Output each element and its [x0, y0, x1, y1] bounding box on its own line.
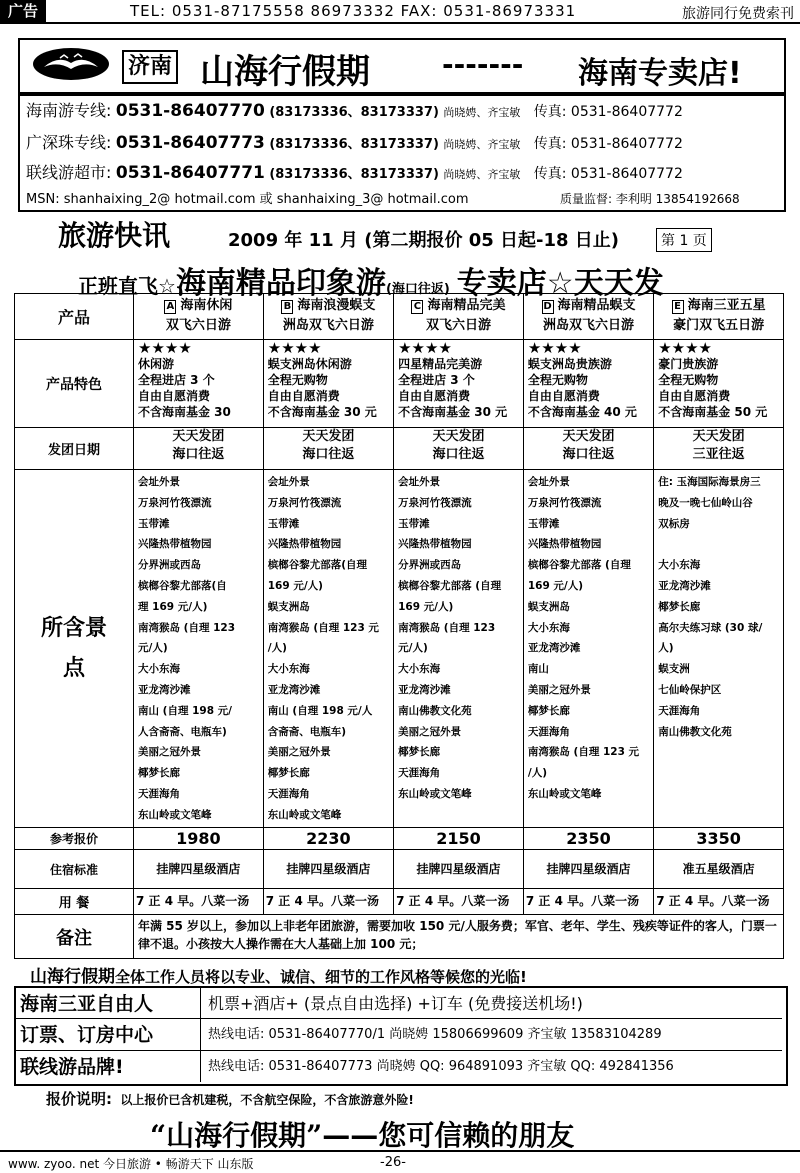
bottom-left-label: 联线游品牌! [20, 1056, 124, 1078]
departure-cell: 天天发团 海口往返 [134, 428, 264, 470]
meal-cell: 7 正 4 早。八菜一汤 [263, 889, 393, 915]
product-cell: A 海南休闲 双飞六日游 [134, 294, 264, 340]
departure-label: 发团日期 [15, 428, 134, 470]
price-cell: 3350 [654, 828, 784, 850]
features-cell: ★★★★ 四星精品完美游 全程进店 3 个 自由自愿消费 不含海南基金 30 元 [394, 340, 524, 428]
product-cell: C 海南精品完美 双飞六日游 [394, 294, 524, 340]
departure-cell: 天天发团 海口往返 [523, 428, 653, 470]
price-cell: 2350 [523, 828, 653, 850]
hotel-cell: 准五星级酒店 [654, 850, 784, 889]
meal-label: 用 餐 [15, 889, 134, 915]
page-number: -26- [380, 1155, 406, 1170]
price-cell: 2150 [394, 828, 524, 850]
product-row [15, 294, 784, 340]
contact-row: 广深珠专线: 0531-86407773 (83173336、83173337) 尚晓娉、齐宝敏 传真: 0531-86407772 [26, 133, 683, 153]
hotel-cell: 挂牌四星级酒店 [134, 850, 264, 889]
departure-row [15, 428, 784, 470]
remarks-label: 备注 [15, 915, 134, 959]
departure-cell: 天天发团 海口往返 [394, 428, 524, 470]
footer-site: www. zyoo. net 今日旅游 • 畅游天下 山东版 [8, 1157, 254, 1171]
product-cell: E 海南三亚五星 豪门双飞五日游 [654, 294, 784, 340]
spots-cell: 会址外景 万泉河竹筏漂流 玉带滩 兴隆热带植物园 槟榔谷黎尤部落 (自理 169 元/人) 蜈支洲岛 大小东海 亚龙湾沙滩 南山 美丽之冠外景 椰梦长廊 天涯海角 南湾猴岛 (自理 123 元 /人) 东山岭或文笔峰 [523, 470, 653, 828]
hotel-cell: 挂牌四星级酒店 [263, 850, 393, 889]
shop-title: 海南专卖店! [578, 56, 742, 91]
bottom-right-text: 机票+酒店+ (景点自由选择) +订车 (免费接送机场!) [208, 994, 583, 1013]
bottom-left-label: 海南三亚自由人 [20, 993, 154, 1015]
hotel-cell: 挂牌四星级酒店 [523, 850, 653, 889]
quality-supervisor: 质量监督: 李利明 13854192668 [560, 192, 740, 206]
bottom-left-label: 订票、订房中心 [20, 1024, 154, 1046]
friend-slogan: “山海行假期”——您可信赖的朋友 [150, 1119, 575, 1152]
tour-table [14, 293, 784, 959]
tour-headline: 正班直飞☆海南精品印象游(海口往返) 专卖店☆天天发 [78, 266, 664, 301]
hotel-row [15, 850, 784, 889]
ad-label: 广告 [0, 0, 46, 22]
meal-cell: 7 正 4 早。八菜一汤 [654, 889, 784, 915]
top-right-text: 旅游同行免费索刊 [682, 6, 794, 22]
top-contact-line: TEL: 0531-87175558 86973332 FAX: 0531-86973331 [130, 2, 577, 20]
features-cell: ★★★★ 蜈支洲岛休闲游 全程无购物 自由自愿消费 不含海南基金 30 元 [263, 340, 393, 428]
price-period: 2009 年 11 月 (第二期报价 05 日起-18 日止) [228, 230, 620, 251]
page-label: 第 1 页 [656, 228, 712, 252]
price-label: 参考报价 [15, 828, 134, 850]
price-cell: 1980 [134, 828, 264, 850]
news-title: 旅游快讯 [58, 219, 171, 252]
brand-name: 山海行假期 [200, 52, 370, 92]
meal-cell: 7 正 4 早。八菜一汤 [523, 889, 653, 915]
logo-icon [30, 45, 112, 83]
product-label: 产品 [15, 294, 134, 340]
departure-cell: 天天发团 三亚往返 [654, 428, 784, 470]
price-cell: 2230 [263, 828, 393, 850]
hotel-label: 住宿标准 [15, 850, 134, 889]
brand-dashes: ------- [442, 48, 524, 81]
footer [0, 1150, 800, 1173]
hotel-cell: 挂牌四星级酒店 [394, 850, 524, 889]
service-slogan: 山海行假期全体工作人员将以专业、诚信、细节的工作风格等候您的光临! [30, 967, 527, 987]
bottom-right-text: 热线电话: 0531-86407770/1 尚晓娉 15806699609 齐宝敏 13583104289 [208, 1027, 662, 1042]
remarks-row [15, 915, 784, 959]
spots-row [15, 470, 784, 828]
features-cell: ★★★★ 豪门贵族游 全程无购物 自由自愿消费 不含海南基金 50 元 [654, 340, 784, 428]
meal-cell: 7 正 4 早。八菜一汤 [394, 889, 524, 915]
city-label: 济南 [122, 50, 178, 84]
meal-cell: 7 正 4 早。八菜一汤 [134, 889, 264, 915]
price-note: 报价说明: 以上报价已含机建税，不含航空保险，不含旅游意外险! [46, 1090, 414, 1108]
features-cell: ★★★★ 蜈支洲岛贵族游 全程无购物 自由自愿消费 不含海南基金 40 元 [523, 340, 653, 428]
departure-cell: 天天发团 海口往返 [263, 428, 393, 470]
spots-cell: 住: 玉海国际海景房三 晚及一晚七仙岭山谷 双标房 大小东海 亚龙湾沙滩 椰梦长廊 高尔夫练习球 (30 球/ 人) 蜈支洲 七仙岭保护区 天涯海角 南山佛教文化苑 [654, 470, 784, 828]
contact-row: 联线游超市: 0531-86407771 (83173336、83173337) 尚晓娉、齐宝敏 传真: 0531-86407772 [26, 163, 683, 183]
bottom-divider [200, 988, 201, 1082]
bottom-right-text: 热线电话: 0531-86407773 尚晓娉 QQ: 964891093 齐宝敏 QQ: 492841356 [208, 1059, 674, 1074]
meal-row [15, 889, 784, 915]
contact-row: 海南游专线: 0531-86407770 (83173336、83173337) 尚晓娉、齐宝敏 传真: 0531-86407772 [26, 101, 683, 121]
product-cell: B 海南浪漫蜈支 洲岛双飞六日游 [263, 294, 393, 340]
msn-line: MSN: shanhaixing_2@ hotmail.com 或 shanhaixing_3@ hotmail.com [26, 192, 469, 207]
spots-cell: 会址外景 万泉河竹筏漂流 玉带滩 兴隆热带植物园 分界洲或西岛 槟榔谷黎尤部落(自 理 169 元/人) 南湾猴岛 (自理 123 元/人) 大小东海 亚龙湾沙滩 南山 (自理 198 元/ 人含斋斋、电瓶车) 美丽之冠外景 椰梦长廊 天涯海角 东山岭或文笔峰 [134, 470, 264, 828]
spots-label: 所含景点 [15, 470, 134, 828]
product-cell: D 海南精品蜈支 洲岛双飞六日游 [523, 294, 653, 340]
remarks-text: 年满 55 岁以上，参加以上非老年团旅游，需要加收 150 元/人服务费；军官、老年、学生、残疾等证件的客人，门票一律不退。小孩按大人操作需在大人基础上加 100 元； [134, 915, 784, 959]
features-label: 产品特色 [15, 340, 134, 428]
spots-cell: 会址外景 万泉河竹筏漂流 玉带滩 兴隆热带植物园 分界洲或西岛 槟榔谷黎尤部落 (自理 169 元/人) 南湾猴岛 (自理 123 元/人) 大小东海 亚龙湾沙滩 南山佛教文化苑 美丽之冠外景 椰梦长廊 天涯海角 东山岭或文笔峰 [394, 470, 524, 828]
features-row [15, 340, 784, 428]
spots-cell: 会址外景 万泉河竹筏漂流 玉带滩 兴隆热带植物园 槟榔谷黎尤部落(自理 169 元/人) 蜈支洲岛 南湾猴岛 (自理 123 元 /人) 大小东海 亚龙湾沙滩 南山 (自理 198 元/人 含斋斋、电瓶车) 美丽之冠外景 椰梦长廊 天涯海角 东山岭或文笔峰 [263, 470, 393, 828]
features-cell: ★★★★ 休闲游 全程进店 3 个 自由自愿消费 不含海南基金 30 [134, 340, 264, 428]
price-row [15, 828, 784, 850]
